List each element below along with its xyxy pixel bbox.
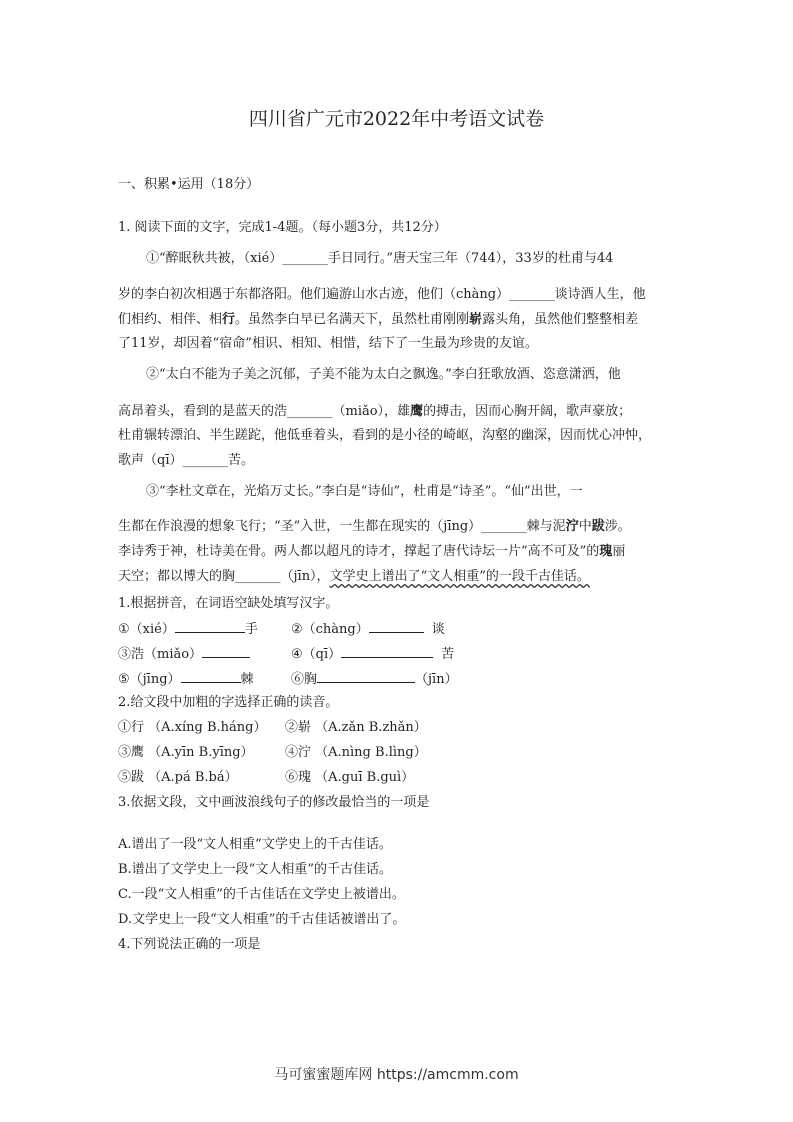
item-label: 苦 (441, 647, 455, 662)
text-span: 李诗秀于神，杜诗美在骨。两人都以超凡的诗才，撑起了唐代诗坛一片“高不可及”的 (118, 544, 600, 559)
passage-line: ③“李杜文章在，光焰万丈长。”李白是“诗仙”，杜甫是“诗圣”。“仙”出世，一 (146, 484, 583, 499)
answer-blank[interactable] (317, 670, 415, 683)
item-label: 手 (244, 622, 258, 637)
question-stem: 4.下列说法正确的一项是 (118, 937, 261, 952)
passage-line: ①“醉眠秋共被，（xié）_______手日同行。”唐天宝三年（744），33岁的杜甫与44 (146, 251, 614, 266)
page-title: 四川省广元市2022年中考语文试卷 (248, 108, 545, 130)
text-span: 涉。 (604, 519, 631, 534)
fill-item (291, 670, 458, 688)
passage-line: 了11岁，却因着“宿命”相识、相知、相惜，结下了一生最为珍贵的友谊。 (118, 336, 538, 351)
text-span: 生都在作浪漫的想象飞行；“圣”入世，一生都在现实的（jīng）_______棘与泥 (118, 519, 566, 534)
text-span: 。虽然李白早已名满天下，虽然杜甫刚刚 (235, 312, 470, 327)
question-intro: 1. 阅读下面的文字，完成1-4题。（每小题3分，共12分） (118, 220, 447, 235)
bold-char: 泞 (565, 519, 579, 534)
item-label: （jīn） (415, 672, 458, 687)
choice-b: B.谱出了文学史上一段“文人相重”的千古佳话。 (118, 862, 392, 877)
item-label: ⑤（jīng） (118, 672, 181, 687)
fill-item (291, 645, 454, 663)
answer-blank[interactable] (369, 620, 424, 633)
fill-item (118, 645, 250, 663)
choice-c: C.一段“文人相重”的千古佳话在文学史上被谱出。 (118, 887, 405, 902)
item-label: ④（qī） (291, 647, 342, 662)
footer-watermark: 马可蜜蜜题库网 https://amcmm.com (274, 1067, 519, 1083)
text-span: 露头角，虽然他们整整相差 (482, 312, 639, 327)
passage-line (118, 569, 590, 585)
bold-char: 鹰 (410, 404, 424, 419)
bold-char: 跋 (591, 519, 605, 534)
bold-char: 行 (222, 312, 236, 327)
section-heading: 一、积累•运用（18分） (118, 177, 260, 192)
pronunciation-option: ②崭 （A.zǎn B.zhǎn） (285, 720, 427, 735)
pronunciation-option: ①行 （A.xíng B.háng） (118, 720, 267, 735)
question-stem: 3.依据文段，文中画波浪线句子的修改最恰当的一项是 (118, 795, 430, 810)
bold-char: 崭 (469, 312, 483, 327)
passage-line (118, 312, 638, 328)
passage-line: 岁的李白初次相遇于东都洛阳。他们遍游山水古迹，他们（chàng）_______谈诗酒人生，他 (118, 287, 646, 302)
text-span: 中 (578, 519, 592, 534)
answer-blank[interactable] (181, 670, 241, 683)
item-label: ⑥胸 (291, 672, 318, 687)
text-span: 丽 (612, 544, 626, 559)
answer-blank[interactable] (175, 620, 245, 633)
answer-blank[interactable] (202, 645, 250, 658)
bold-char: 瑰 (599, 544, 613, 559)
pronunciation-option: ⑥瑰 （A.guī B.guì） (285, 770, 415, 785)
choice-d: D.文学史上一段“文人相重”的千古佳话被谱出了。 (118, 912, 406, 927)
pronunciation-option: ⑤跋 （A.pá B.bá） (118, 770, 238, 785)
item-label: ③浩（miǎo） (118, 647, 203, 662)
passage-line: 杜甫辗转漂泊、半生蹉跎，他低垂着头，看到的是小径的崎岖，沟壑的幽深，因而忧心冲忡， (118, 428, 652, 443)
pronunciation-option: ④泞 （A.nìng B.lìng） (285, 745, 427, 760)
pronunciation-option: ③鹰 （A.yīn B.yīng） (118, 745, 254, 760)
text-span: 们相约、相伴、相 (118, 312, 223, 327)
passage-line: 歌声（qī）_______苦。 (118, 453, 254, 468)
passage-line (118, 404, 631, 420)
choice-a: A.谱出了一段“文人相重”文学史上的千古佳话。 (118, 837, 392, 852)
wavy-underlined-sentence: 文学史上谱出了“文人相重”的一段千古佳话。 (329, 569, 590, 584)
item-label: ②（chàng） (291, 622, 369, 637)
fill-item (118, 670, 254, 688)
text-span: 天空；都以博大的胸_______（jīn）， (118, 569, 330, 584)
passage-line (118, 544, 625, 560)
text-span: 高昂着头，看到的是蓝天的浩_______（miǎo），雄 (118, 404, 411, 419)
question-stem: 2.给文段中加粗的字选择正确的读音。 (118, 695, 339, 710)
passage-line: ②“太白不能为子美之沉郁，子美不能为太白之飘逸。”李白狂歌放酒、恣意潇洒，他 (146, 367, 621, 382)
question-stem: 1.根据拼音，在词语空缺处填写汉字。 (118, 596, 339, 611)
item-label: ①（xié） (118, 622, 175, 637)
fill-item (291, 620, 445, 638)
item-label: 棘 (240, 672, 254, 687)
passage-line (118, 519, 631, 535)
item-label: 谈 (431, 622, 445, 637)
fill-item (118, 620, 258, 638)
answer-blank[interactable] (341, 645, 433, 658)
text-span: 的搏击，因而心胸开阔，歌声豪放； (423, 404, 632, 419)
